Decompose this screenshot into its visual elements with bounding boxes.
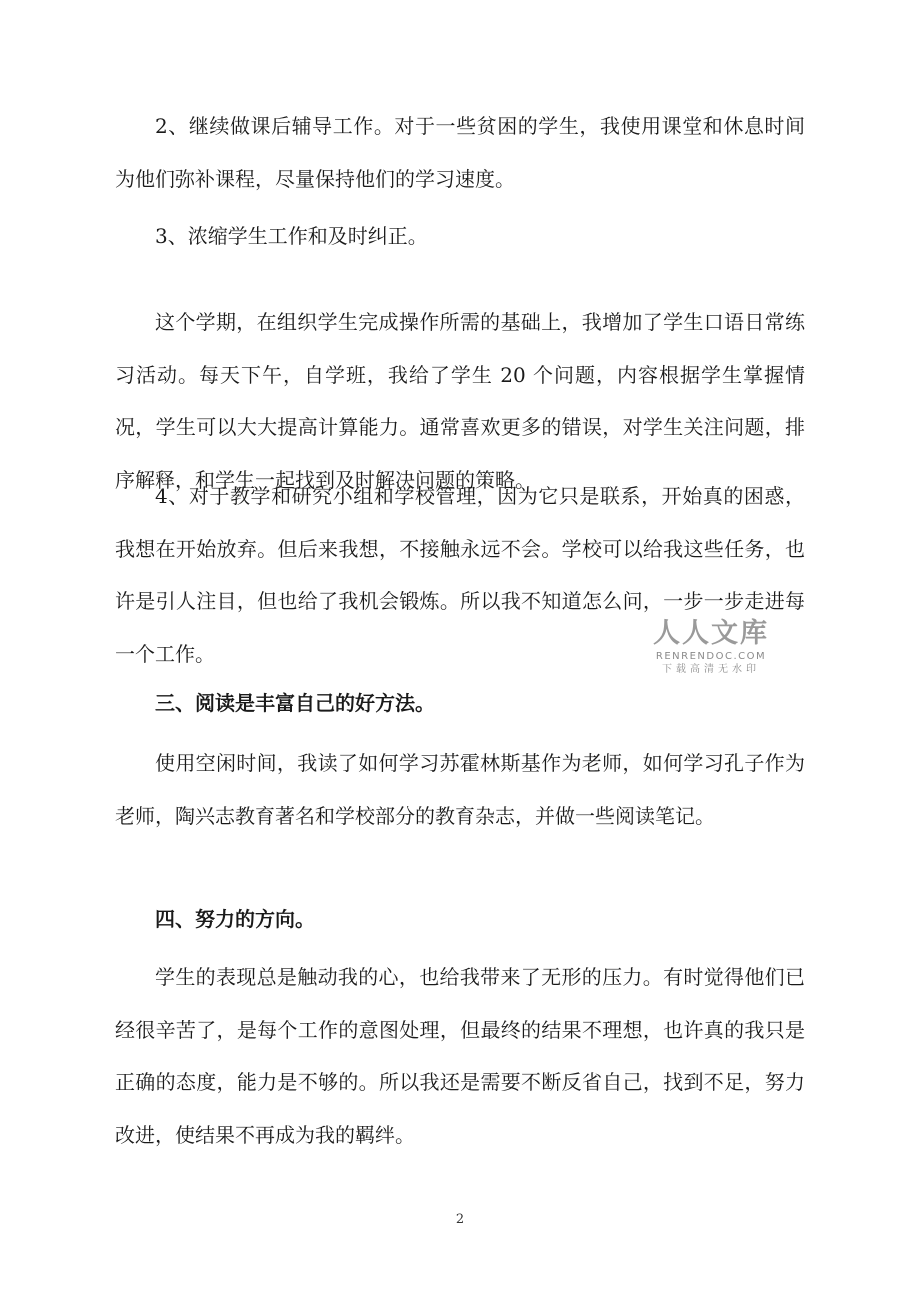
paragraph-teaching-research-group: 4、对于教学和研究小组和学校管理，因为它只是联系，开始真的困惑，我想在开始放弃。但后来我想，不接触永远不会。学校可以给我这些任务，也许是引人注目，但也给了我机会锻炼。所以我不知道怎么问，一步一步走进每一个工作。: [115, 484, 805, 666]
watermark-domain: RENRENDOC.COM: [655, 651, 767, 662]
page-number: 2: [455, 1212, 465, 1227]
paragraph-oral-practice: 这个学期，在组织学生完成操作所需的基础上，我增加了学生口语日常练习活动。每天下午，自学班，我给了学生 20 个问题，内容根据学生掌握情况，学生可以大大提高计算能力。通常喜欢更多的错误，对学生关注问题，排序解释，和学生一起找到及时解决问题的策略。: [115, 310, 805, 492]
paragraph-reading-notes: 使用空闲时间，我读了如何学习苏霍林斯基作为老师，如何学习孔子作为老师，陶兴志教育著名和学校部分的教育杂志，并做一些阅读笔记。: [115, 751, 805, 828]
paragraph-student-performance: 学生的表现总是触动我的心，也给我带来了无形的压力。有时觉得他们已经很辛苦了，是每个工作的意图处理，但最终的结果不理想，也许真的我只是正确的态度，能力是不够的。所以我还是需要不断反省自己，找到不足，努力改进，使结果不再成为我的羁绊。: [115, 965, 805, 1147]
paragraph-after-school-tutoring: 2、继续做课后辅导工作。对于一些贫困的学生，我使用课堂和休息时间为他们弥补课程，尽量保持他们的学习速度。: [115, 114, 805, 191]
watermark-slogan: 下载高清无水印: [662, 664, 760, 675]
watermark-title: 人人文库: [653, 618, 769, 649]
paragraph-condense-student-work: 3、浓缩学生工作和及时纠正。: [155, 224, 428, 248]
heading-reading: 三、阅读是丰富自己的好方法。: [155, 691, 435, 715]
watermark-logo: [646, 618, 776, 677]
heading-direction: 四、努力的方向。: [155, 907, 315, 931]
